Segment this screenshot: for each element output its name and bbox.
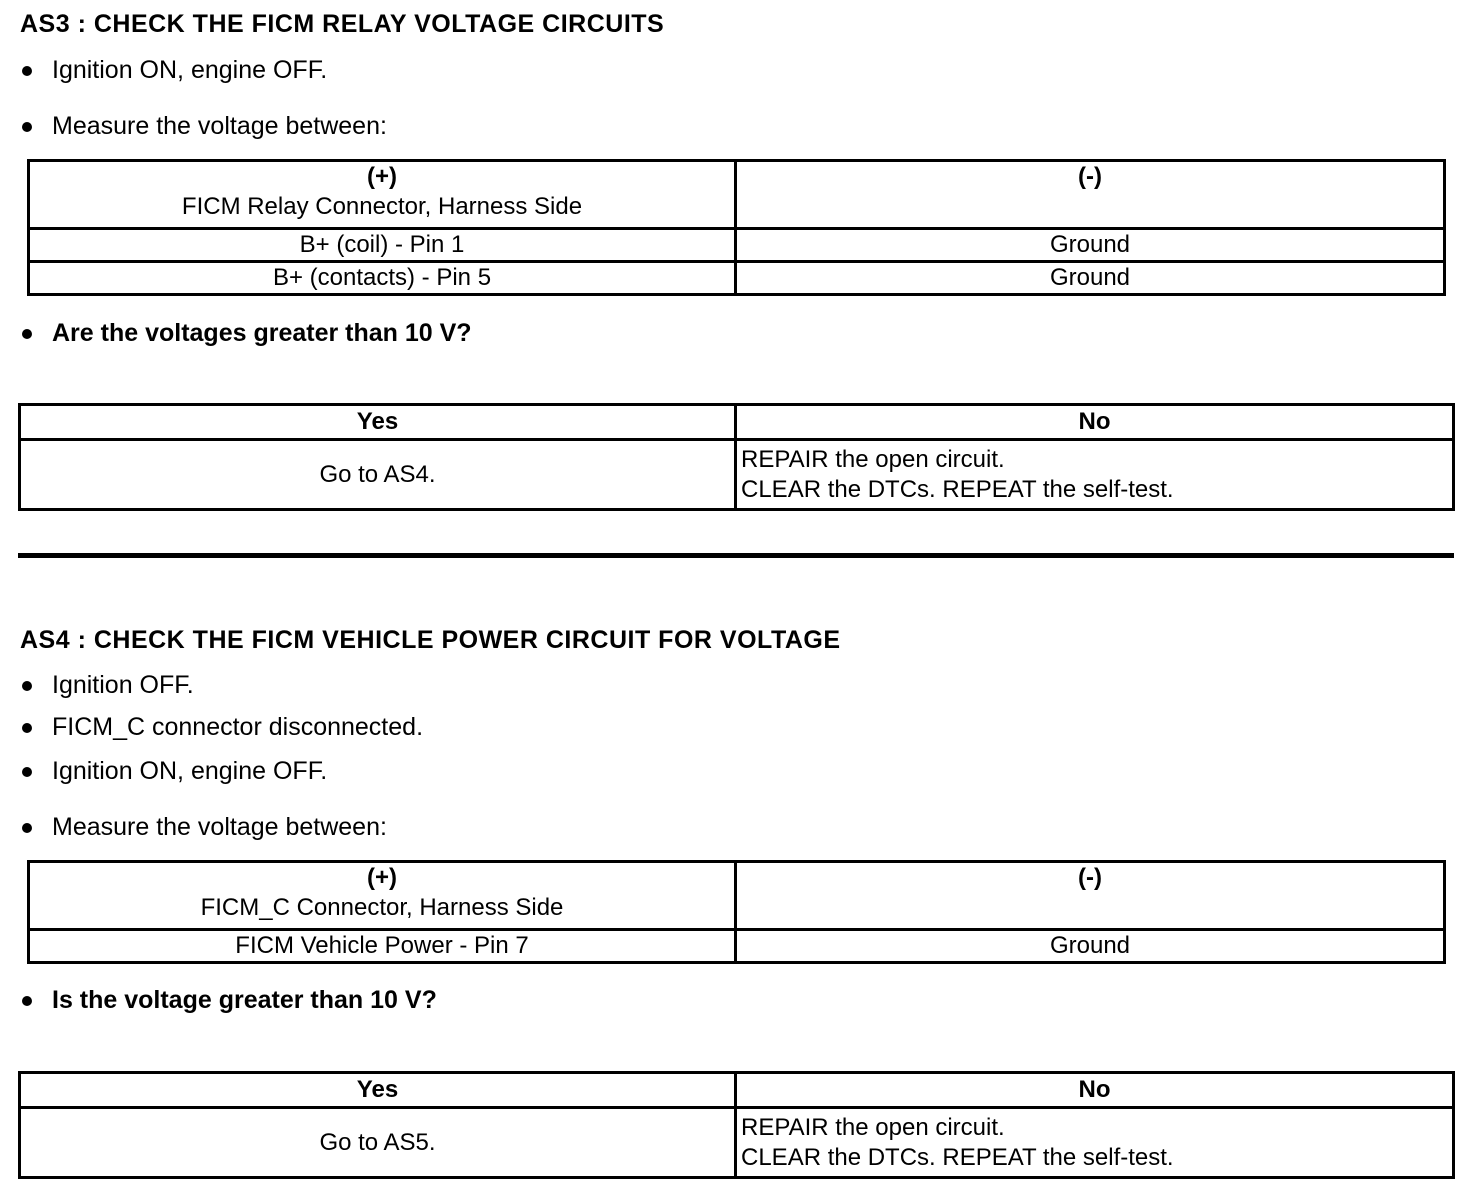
negative-lead-cell: Ground	[736, 229, 1445, 262]
negative-lead-header: (-)	[736, 161, 1445, 229]
yes-action: Go to AS4.	[20, 440, 736, 510]
as3-question	[22, 319, 472, 348]
no-header: No	[736, 1073, 1454, 1108]
table-header-row	[29, 161, 1445, 229]
table-row	[29, 262, 1445, 295]
as3-step-1	[22, 56, 327, 85]
question-text: Are the voltages greater than 10 V?	[52, 319, 472, 347]
positive-lead-header: (+) FICM_C Connector, Harness Side	[29, 862, 736, 930]
as3-heading: AS3 : CHECK THE FICM RELAY VOLTAGE CIRCUITS	[20, 10, 665, 38]
as4-heading: AS4 : CHECK THE FICM VEHICLE POWER CIRCUIT FOR VOLTAGE	[20, 626, 841, 654]
bullet-icon	[22, 329, 32, 339]
positive-lead-header: (+) FICM Relay Connector, Harness Side	[29, 161, 736, 229]
negative-lead-cell: Ground	[736, 262, 1445, 295]
as4-step-2	[22, 713, 423, 742]
bullet-icon	[22, 996, 32, 1006]
step-text: FICM_C connector disconnected.	[52, 713, 424, 741]
decision-row	[20, 440, 1454, 510]
section-divider	[18, 553, 1454, 558]
bullet-icon	[22, 767, 32, 777]
step-text: Measure the voltage between:	[52, 813, 387, 841]
as3-measure-table	[27, 159, 1446, 296]
table-row	[29, 229, 1445, 262]
negative-lead-cell: Ground	[736, 930, 1445, 963]
positive-lead-cell: FICM Vehicle Power - Pin 7	[29, 930, 736, 963]
as4-step-1	[22, 671, 194, 700]
no-header: No	[736, 405, 1454, 440]
step-text: Ignition OFF.	[52, 671, 194, 699]
bullet-icon	[22, 681, 32, 691]
as4-decision-table	[18, 1071, 1455, 1179]
yes-header: Yes	[20, 405, 736, 440]
positive-lead-cell: B+ (contacts) - Pin 5	[29, 262, 736, 295]
as3-decision-table	[18, 403, 1455, 511]
step-text: Ignition ON, engine OFF.	[52, 757, 328, 785]
decision-header-row	[20, 1073, 1454, 1108]
as4-question	[22, 986, 437, 1015]
negative-lead-header: (-)	[736, 862, 1445, 930]
table-row	[29, 930, 1445, 963]
as4-measure-table	[27, 860, 1446, 964]
as4-step-3	[22, 757, 327, 786]
bullet-icon	[22, 723, 32, 733]
decision-header-row	[20, 405, 1454, 440]
no-action: REPAIR the open circuit. CLEAR the DTCs. REPEAT the self-test.	[736, 440, 1454, 510]
yes-header: Yes	[20, 1073, 736, 1108]
table-header-row	[29, 862, 1445, 930]
question-text: Is the voltage greater than 10 V?	[52, 986, 437, 1014]
positive-lead-cell: B+ (coil) - Pin 1	[29, 229, 736, 262]
bullet-icon	[22, 823, 32, 833]
no-action: REPAIR the open circuit. CLEAR the DTCs. REPEAT the self-test.	[736, 1108, 1454, 1178]
decision-row	[20, 1108, 1454, 1178]
bullet-icon	[22, 66, 32, 76]
as3-step-2	[22, 112, 387, 141]
step-text: Measure the voltage between:	[52, 112, 387, 140]
bullet-icon	[22, 122, 32, 132]
as4-step-4	[22, 813, 387, 842]
yes-action: Go to AS5.	[20, 1108, 736, 1178]
step-text: Ignition ON, engine OFF.	[52, 56, 328, 84]
